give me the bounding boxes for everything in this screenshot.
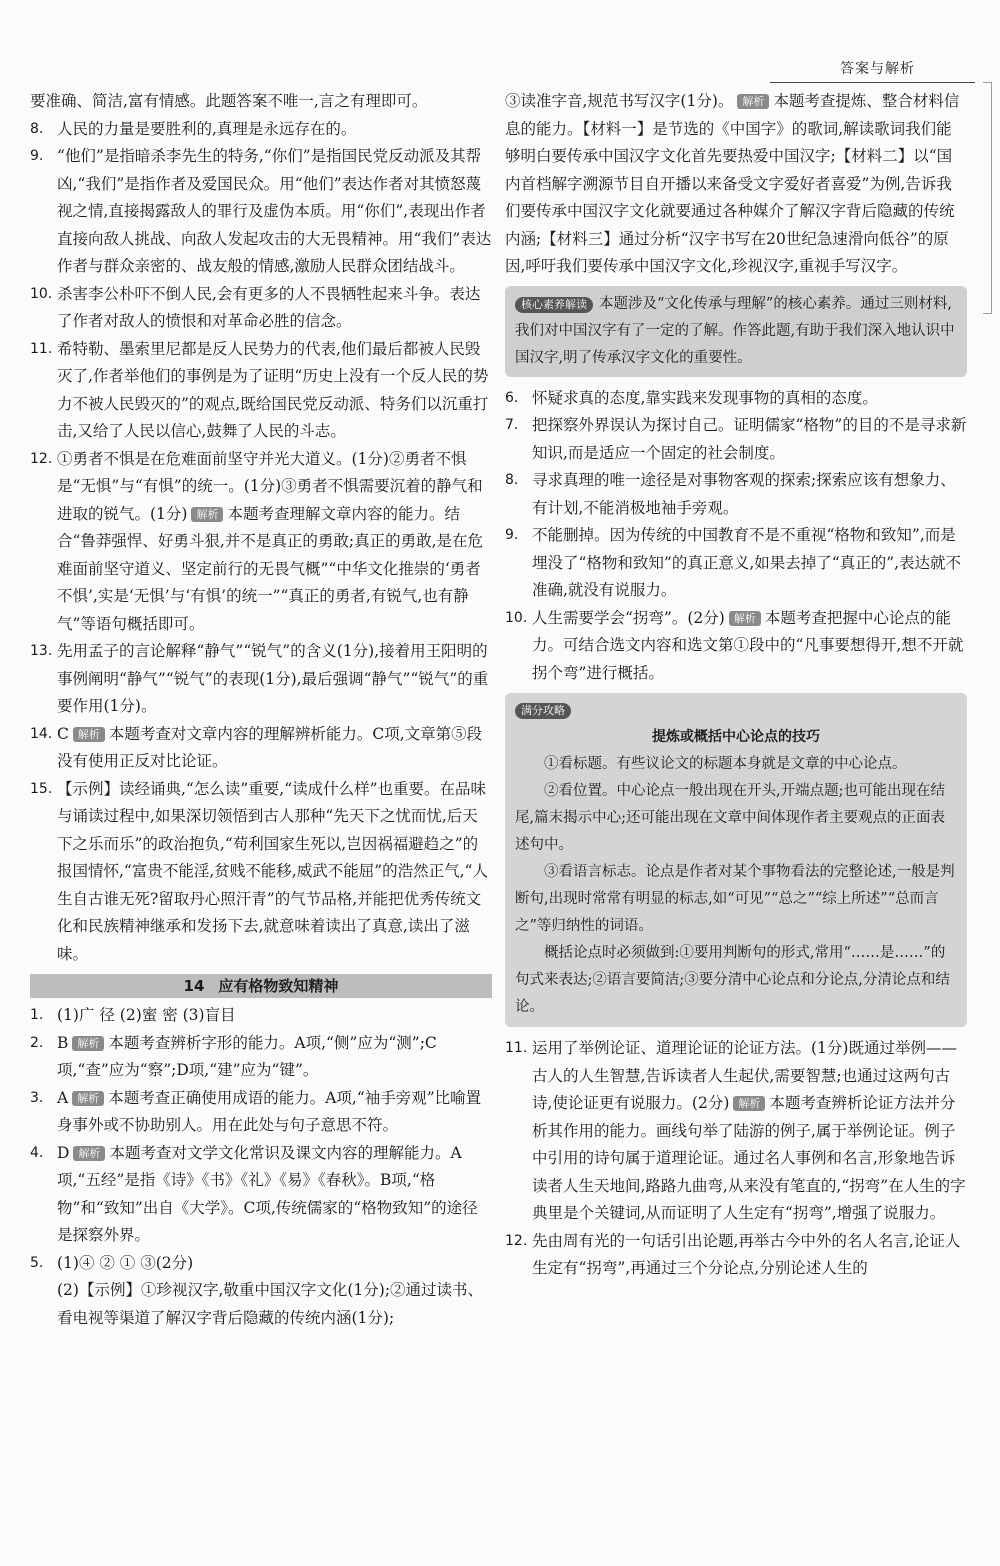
answer-text: B [57, 1033, 69, 1052]
right-column [505, 88, 967, 1283]
analysis-text: 本题考查对文章内容的理解辨析能力。C项,文章第⑤段没有使用正反对比论证。 [57, 724, 483, 770]
answer-item [505, 385, 967, 413]
answer-item [30, 143, 492, 281]
right-lead-text: ③读准字音,规范书写汉字(1分)。 [505, 92, 734, 110]
analysis-tag: 解析 [733, 1096, 765, 1111]
left-answer-list-2 [30, 1002, 492, 1332]
section-title: 应有格物致知精神 [218, 977, 339, 995]
tip-para: ②看位置。中心论点一般出现在开头,开端点题;也可能出现在结尾,篇末揭示中心;还可能出现在文章中间体现作者主要观点的正面表述句中。 [515, 783, 945, 853]
answer-number: 12. [30, 450, 53, 467]
tip-para: ③看语言标志。论点是作者对某个事物看法的完整论述,一般是判断句,出现时常常有明显的标志,如“可见”“总之”“综上所述”“总而言之”等归纳性的词语。 [515, 864, 955, 934]
answer-text: 【示例】读经诵典,“怎么读”重要,“读成什么样”也重要。在品味与诵读过程中,如果深切领悟到古人那种“先天下之忧而忧,后天下之乐而乐”的政治抱负,“苟利国家生死以,岂因祸福避趋之”的报国情怀,“富贵不能淫,贫贱不能移,威武不能屈”的浩然正气,“人生自古谁无死?留取丹心照汗青”的气节品格,并能把优秀传统文化和民族精神继承和发扬下去,就意味着读出了真意,读出了滋味。 [57, 779, 488, 963]
answer-item [30, 1030, 492, 1085]
answer-text: 不能删掉。因为传统的中国教育不是不重视“格物和致知”,而是埋没了“格物和致知”的真正意义,如果去掉了“真正的”,表达就不准确,就没有说服力。 [532, 526, 962, 599]
answer-text: C [57, 724, 69, 743]
answer-item [505, 1228, 967, 1283]
answer-text: “他们”是指暗杀李先生的特务,“你们”是指国民党反动派及其帮凶,“我们”是指作者及爱国民众。用“他们”表达作者对其愤怒蔑视之情,直接揭露敌人的罪行及虚伪本质。用“你们”,表现出作者直接向敌人挑战、向敌人发起攻击的大无畏精神。用“我们”表达作者与群众亲密的、战友般的情感,激励人民群众团结战斗。 [57, 147, 492, 275]
note-text: 本题涉及“文化传承与理解”的核心素养。通过三则材料,我们对中国汉字有了一定的了解。作答此题,有助于我们深入地认识中国汉字,明了传承汉字文化的重要性。 [515, 295, 955, 366]
answer-item [30, 638, 492, 721]
answer-text: 运用了举例论证、道理论证的论证方法。(1分)既通过举例——古人的人生智慧,告诉读者人生起伏,需要智慧;也通过这两句古诗,使论证更有说服力。(2分) [532, 1039, 957, 1112]
answer-item [30, 1250, 492, 1278]
analysis-tag: 解析 [191, 507, 223, 522]
answer-text: 怀疑求真的态度,靠实践来发现事物的真相的态度。 [532, 388, 878, 407]
answer-number: 2. [30, 1034, 44, 1051]
answer-number: 8. [30, 120, 44, 137]
tip-label: 满分攻略 [515, 703, 571, 719]
answer-item [30, 1002, 492, 1030]
answer-text: 先由周有光的一句话引出论题,再举古今中外的名人名言,论证人生定有“拐弯”,再通过三个分论点,分别论述人生的 [532, 1231, 961, 1277]
answer-number: 12. [505, 1232, 528, 1249]
answer-text: (1)广 径 (2)蜜 密 (3)盲目 [57, 1006, 236, 1024]
right-answer-list-2 [505, 1035, 967, 1283]
right-lead-analysis: 本题考查提炼、整合材料信息的能力。【材料一】是节选的《中国字》的歌词,解读歌词我们能够明白要传承中国汉字文化首先要热爱中国汉字;【材料二】以“国内首档解字溯源节目自开播以来备受文字爱好者喜爱”为例,告诉我们要传承中国汉字文化就要通过各种媒介了解汉字背后隐藏的传统内涵;【材料三】通过分析“汉字书写在20世纪急速滑向低谷”的原因,呼吁我们要传承中国汉字文化,珍视汉字,重视手写汉字。 [505, 92, 960, 275]
answer-item [505, 522, 967, 605]
answer-text: 人民的力量是要胜利的,真理是永远存在的。 [57, 119, 357, 138]
answer-number: 10. [505, 609, 528, 626]
answer-number: 14. [30, 725, 53, 742]
analysis-text: 本题考查正确使用成语的能力。A项,“袖手旁观”比喻置身事外或不协助别人。用在此处与句子意思不符。 [57, 1088, 482, 1134]
answer-text: ①勇者不惧是在危难面前坚守并光大道义。(1分)②勇者不惧是“无惧”与“有惧”的统一。(1分)③勇者不惧需要沉着的静气和进取的锐气。(1分) [57, 449, 483, 523]
answer-number: 8. [505, 472, 519, 488]
answer-number: 3. [30, 1089, 44, 1106]
answer-item [505, 467, 967, 522]
core-literacy-note [505, 286, 967, 377]
section-number: 14 [183, 977, 205, 995]
answer-item [505, 605, 967, 688]
answer-item [30, 116, 492, 144]
answer-text: (2)【示例】①珍视汉字,敬重中国汉字文化(1分);②通过读书、看电视等渠道了解汉字背后隐藏的传统内涵(1分); [57, 1281, 484, 1327]
answer-item [30, 1277, 492, 1332]
answer-number: 11. [30, 340, 53, 357]
answer-item [505, 412, 967, 467]
answer-text: 杀害李公朴吓不倒人民,会有更多的人不畏牺牲起来斗争。表达了作者对敌人的愤恨和对革命必胜的信念。 [57, 284, 481, 330]
margin-bracket [983, 82, 992, 314]
answer-text: 寻求真理的唯一途径是对事物客观的探索;探索应该有想象力、有计划,不能消极地袖手旁观。 [532, 471, 956, 517]
answer-number: 4. [30, 1144, 44, 1161]
answer-number: 5. [30, 1254, 44, 1271]
page-header [770, 52, 975, 88]
answer-item [30, 281, 492, 336]
note-label: 核心素养解读 [515, 297, 593, 313]
tip-box [505, 693, 967, 1027]
answer-number: 7. [505, 417, 519, 433]
analysis-tag: 解析 [72, 1036, 104, 1051]
analysis-text: 本题考查辨析论证方法并分析其作用的能力。画线句举了陆游的例子,属于举例论证。例子中引用的诗句属于道理论证。通过名人事例和名言,形象地告诉读者人生天地间,路路九曲弯,从来没有笔直的,“拐弯”在人生的字典里是个关键词,从而证明了人生定有“拐弯”,增强了说服力。 [532, 1094, 966, 1222]
analysis-tag: 解析 [73, 1146, 105, 1161]
left-lead-text: 要准确、简洁,富有情感。此题答案不唯一,言之有理即可。 [30, 92, 428, 110]
answer-number: 9. [505, 527, 519, 543]
tip-para: ①看标题。有些议论文的标题本身就是文章的中心论点。 [544, 756, 907, 772]
answer-item [505, 1035, 967, 1228]
answer-number: 1. [30, 1007, 44, 1023]
answer-number: 15. [30, 780, 53, 797]
analysis-tag: 解析 [73, 727, 105, 742]
answer-number: 10. [30, 285, 53, 302]
answer-item [30, 336, 492, 446]
analysis-text: 本题考查理解文章内容的能力。结合“鲁莽强悍、好勇斗狠,并不是真正的勇敢;真正的勇敢,是在危难面前坚守道义、坚定前行的无畏气概”“中华文化推崇的‘勇者不惧’,实是‘无惧’与‘有惧’的统一”“真正的勇者,有锐气,也有静气”等语句概括即可。 [57, 504, 484, 633]
left-column [30, 88, 492, 1332]
answer-number: 13. [30, 643, 53, 659]
answer-text: 希特勒、墨索里尼都是反人民势力的代表,他们最后都被人民毁灭了,作者举他们的事例是为了证明“历史上没有一个反人民的势力不被人民毁灭的”的观点,既给国民党反动派、特务们以沉重打击,又给了人民以信心,鼓舞了人民的斗志。 [57, 339, 489, 440]
left-answer-list [30, 116, 492, 969]
analysis-tag: 解析 [737, 94, 769, 109]
answer-text: 人生需要学会“拐弯”。(2分) [532, 608, 725, 627]
analysis-text: 本题考查把握中心论点的能力。可结合选文内容和选文第①段中的“凡事要想得开,想不开就拐个弯”进行概括。 [532, 608, 964, 682]
right-lead [505, 88, 967, 281]
answer-item [30, 721, 492, 776]
answer-item [30, 446, 492, 639]
answer-text: 把探察外界误认为探讨自己。证明儒家“格物”的目的不是寻求新知识,而是适应一个固定的社会制度。 [532, 416, 967, 462]
analysis-text: 本题考查辨析字形的能力。A项,“侧”应为“测”;C项,“查”应为“察”;D项,“建”应为“键”。 [57, 1033, 437, 1079]
header-rule [770, 82, 975, 83]
header-title: 答案与解析 [840, 61, 915, 77]
answer-number: 11. [505, 1040, 528, 1056]
answer-item [30, 1140, 492, 1250]
section-heading [30, 974, 492, 998]
analysis-tag: 解析 [72, 1091, 104, 1106]
answer-text: A [57, 1088, 69, 1107]
answer-text: D [57, 1143, 70, 1162]
answer-item [30, 776, 492, 969]
analysis-tag: 解析 [729, 611, 761, 626]
analysis-text: 本题考查对文学文化常识及课文内容的理解能力。A项,“五经”是指《诗》《书》《礼》《易》《春秋》。B项,“格物”和“致知”出自《大学》。C项,传统儒家的“格物致知”的途径是探察外界。 [57, 1143, 478, 1244]
answer-item [30, 1085, 492, 1140]
right-answer-list [505, 385, 967, 688]
tip-para: 概括论点时必须做到:①要用判断句的形式,常用“……是……”的句式来表达;②语言要简洁;③要分清中心论点和分论点,分清论点和结论。 [515, 945, 950, 1015]
answer-text: (1)④ ② ① ③(2分) [57, 1253, 194, 1272]
answer-number: 6. [505, 389, 519, 406]
answer-number: 9. [30, 148, 44, 164]
tip-title: 提炼或概括中心论点的技巧 [652, 729, 820, 745]
answer-text: 先用孟子的言论解释“静气”“锐气”的含义(1分),接着用王阳明的事例阐明“静气”“锐气”的表现(1分),最后强调“静气”“锐气”的重要作用(1分)。 [57, 642, 489, 715]
